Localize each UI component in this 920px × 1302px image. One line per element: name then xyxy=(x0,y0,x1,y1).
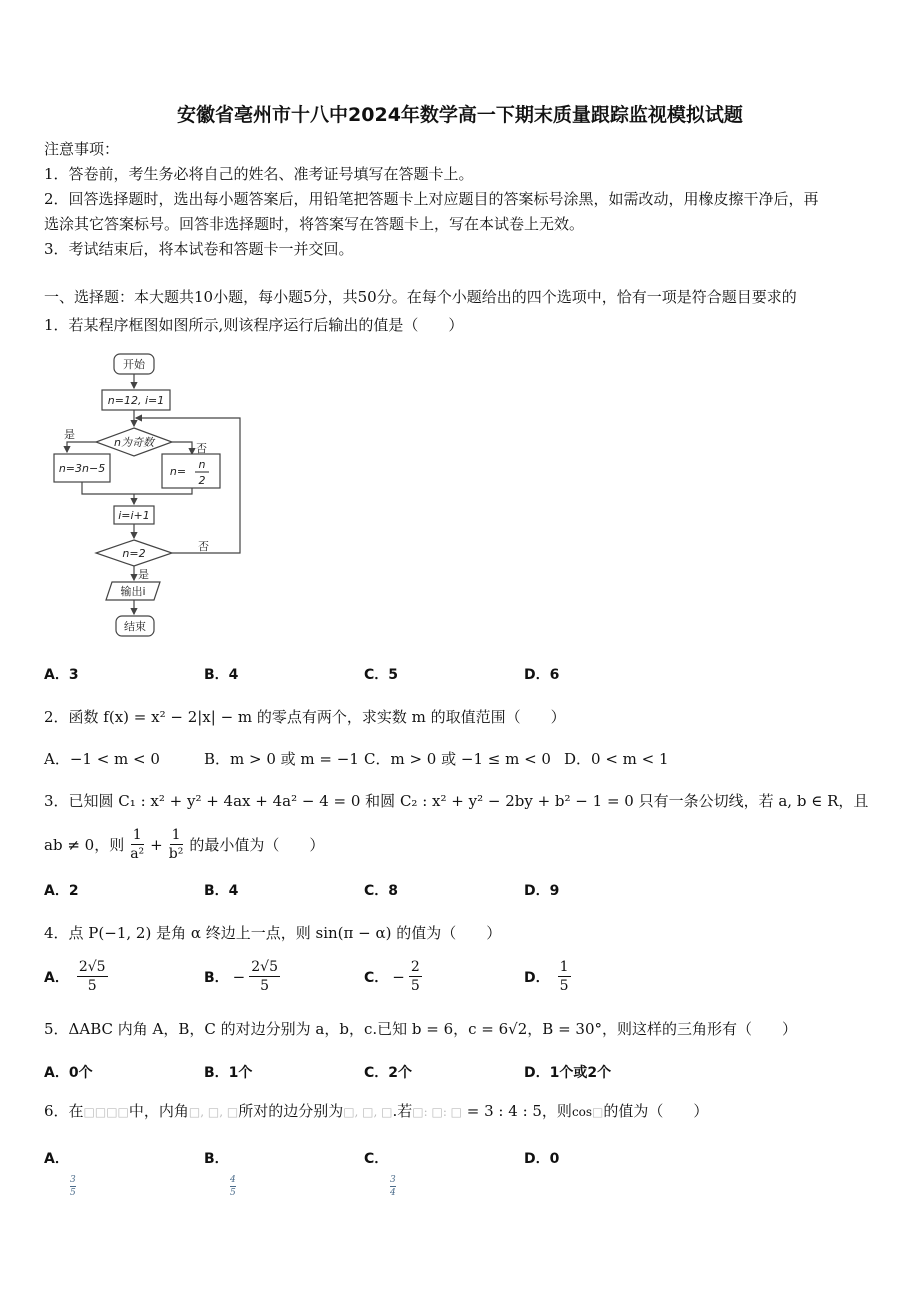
q2-option-b[interactable]: B．m > 0 或 m = −1 xyxy=(204,750,359,768)
q1-option-b[interactable]: B．4 xyxy=(204,667,239,683)
q3-stem-post: 的最小值为（ ） xyxy=(189,836,325,854)
q1-option-d[interactable]: D．6 xyxy=(524,667,560,683)
q6-option-d[interactable]: D．0 xyxy=(524,1151,560,1167)
q6-option-c[interactable]: C． $\frac{3}{4}$ xyxy=(364,1151,396,1198)
q3-frac-1: $\frac{1}{\text{a²}}$ xyxy=(130,827,145,862)
svg-text:n=: n= xyxy=(169,465,187,478)
section-heading: 一、选择题：本大题共10小题，每小题5分，共50分。在每个小题给出的四个选项中，恰有一项是符合题目要求的 xyxy=(44,288,797,306)
question-2-stem: 2．函数 f(x) = x² − 2|x| − m 的零点有两个，求实数 m 的取值范围（ ） xyxy=(44,708,566,726)
svg-text:否: 否 xyxy=(198,540,209,553)
q3-frac-2: $\frac{1}{\text{b²}}$ xyxy=(168,827,184,862)
question-4-stem: 4．点 P(−1, 2) 是角 α 终边上一点，则 sin(π − α) 的值为（ ） xyxy=(44,924,502,942)
q3-stem-pre: ab ≠ 0，则 xyxy=(44,836,125,854)
svg-text:i=i+1: i=i+1 xyxy=(118,509,150,522)
svg-text:n=12, i=1: n=12, i=1 xyxy=(107,394,165,407)
q2-option-c[interactable]: C．m > 0 或 −1 ≤ m < 0 xyxy=(364,750,551,768)
q5-option-c[interactable]: C．2个 xyxy=(364,1065,413,1081)
page-title: 安徽省亳州市十八中2024年数学高一下期末质量跟踪监视模拟试题 xyxy=(177,104,743,126)
svg-text:n=3n−5: n=3n−5 xyxy=(58,462,106,475)
q3-option-d[interactable]: D．9 xyxy=(524,883,560,899)
svg-text:是: 是 xyxy=(138,568,149,581)
svg-text:是: 是 xyxy=(64,428,75,441)
flowchart xyxy=(42,348,272,648)
q4-option-d[interactable]: D． $\frac{1}{5}$ xyxy=(524,959,569,994)
svg-text:结束: 结束 xyxy=(124,620,146,633)
q6-option-a[interactable]: A． $\frac{3}{5}$ xyxy=(44,1151,76,1198)
q1-option-a[interactable]: A．3 xyxy=(44,667,79,683)
svg-text:2: 2 xyxy=(198,474,206,487)
question-3-stem-line2 xyxy=(44,826,324,863)
svg-text:否: 否 xyxy=(196,442,207,455)
question-3-stem: 3．已知圆 C₁ : x² + y² + 4ax + 4a² − 4 = 0 和圆 C₂ : x² + y² − 2by + b² − 1 = 0 只有一条公切线，若 a, b ∈ R，且 xyxy=(44,792,869,810)
q5-option-d[interactable]: D．1个或2个 xyxy=(524,1065,612,1081)
q4-option-a[interactable]: A． $\frac{2√5}{5}$ xyxy=(44,959,106,994)
notice-heading: 注意事项： xyxy=(44,140,120,158)
q3-option-c[interactable]: C．8 xyxy=(364,883,399,899)
svg-text:n=2: n=2 xyxy=(122,547,146,560)
q4-option-b[interactable]: B． − $\frac{2√5}{5}$ xyxy=(204,959,278,994)
notice-item: 1．答卷前，考生务必将自己的姓名、准考证号填写在答题卡上。 xyxy=(44,165,474,183)
q1-option-c[interactable]: C．5 xyxy=(364,667,399,683)
notice-item: 3．考试结束后，将本试卷和答题卡一并交回。 xyxy=(44,240,354,258)
question-1-stem: 1．若某程序框图如图所示,则该程序运行后输出的值是（ ） xyxy=(44,316,464,334)
svg-text:开始: 开始 xyxy=(123,358,145,371)
q2-option-d[interactable]: D．0 < m < 1 xyxy=(564,750,669,768)
svg-text:n为奇数: n为奇数 xyxy=(114,436,154,449)
question-6-stem: 6．在□□□□中，内角□, □, □所对的边分别为□, □, □.若□: □: □ = 3 : 4 : 5，则cos□的值为（ ） xyxy=(44,1102,709,1120)
svg-text:输出i: 输出i xyxy=(120,585,146,598)
q6-option-b[interactable]: B． $\frac{4}{5}$ xyxy=(204,1151,236,1198)
q2-option-a[interactable]: A．−1 < m < 0 xyxy=(44,750,160,768)
q3-option-a[interactable]: A．2 xyxy=(44,883,79,899)
q4-option-c[interactable]: C． − $\frac{2}{5}$ xyxy=(364,959,420,994)
notice-item: 2．回答选择题时，选出每小题答案后，用铅笔把答题卡上对应题目的答案标号涂黑，如需改动，用橡皮擦干净后，再 xyxy=(44,190,819,208)
q5-option-a[interactable]: A．0个 xyxy=(44,1065,93,1081)
q3-plus: + xyxy=(150,835,163,854)
svg-text:n: n xyxy=(198,458,206,471)
q3-option-b[interactable]: B．4 xyxy=(204,883,239,899)
question-5-stem: 5．ΔABC 内角 A，B，C 的对边分别为 a，b，c.已知 b = 6，c = 6√2，B = 30°，则这样的三角形有（ ） xyxy=(44,1020,797,1038)
q5-option-b[interactable]: B．1个 xyxy=(204,1065,253,1081)
notice-item: 选涂其它答案标号。回答非选择题时，将答案写在答题卡上，写在本试卷上无效。 xyxy=(44,215,585,233)
